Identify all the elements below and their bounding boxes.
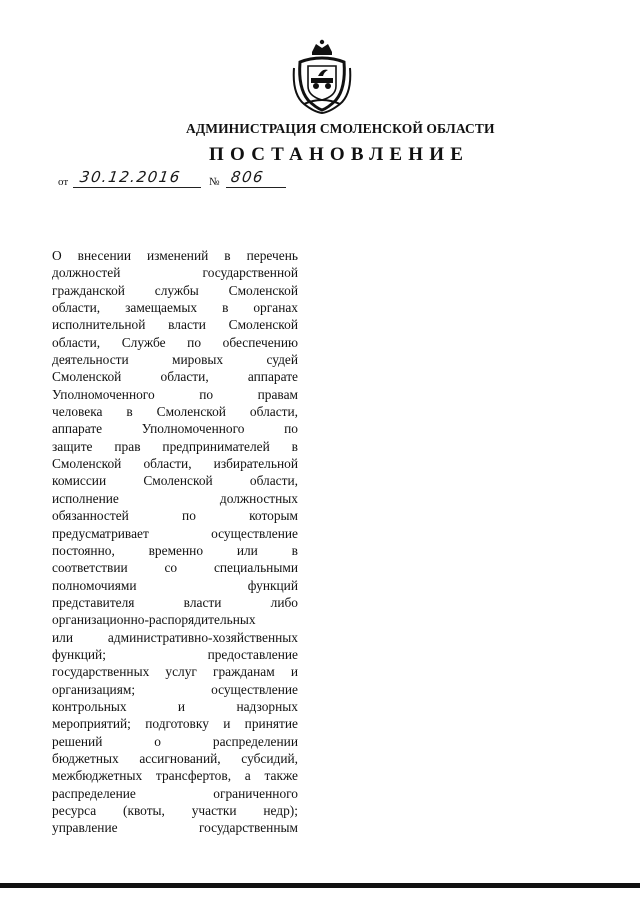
body-line: человека в Смоленской области, [52,404,298,420]
body-line: государственных услуг гражданам и [52,664,298,680]
handwritten-number: 806 [229,168,266,186]
body-line: обязанностей по которым [52,508,298,524]
body-line: Смоленской области, избирательной [52,456,298,472]
date-underline [73,187,201,188]
body-line: гражданской службы Смоленской [52,282,298,298]
body-line: исполнение должностных [52,490,298,506]
body-line: функций; предоставление [52,646,298,662]
body-line: контрольных и надзорных [52,698,298,714]
body-line: межбюджетных трансфертов, а также [52,768,298,784]
body-line: должностей государственной [52,265,298,281]
body-line: организациям; осуществление [52,681,298,697]
number-label: № [209,176,220,188]
body-line: полномочиями функций [52,577,298,593]
body-line: защите прав предпринимателей в [52,438,298,454]
body-line: решений о распределении [52,733,298,749]
date-label: от [58,176,69,188]
body-line: ресурса (квоты, участки недр); [52,803,298,818]
body-line: деятельности мировых судей [52,352,298,368]
smolensk-coat-of-arms-icon [290,38,354,114]
agency-name: АДМИНИСТРАЦИЯ СМОЛЕНСКОЙ ОБЛАСТИ [186,121,495,136]
body-line: постоянно, временно или в [52,542,298,558]
body-line: организационно-распорядительных [52,612,256,628]
body-line: представителя власти либо [52,594,298,610]
body-line: исполнительной власти Смоленской [52,317,298,333]
body-line: или административно-хозяйственных [52,629,298,645]
handwritten-date: 30.12.2016 [78,168,183,186]
page-bottom-rule [0,883,640,888]
body-line: комиссии Смоленской области, [52,473,298,489]
number-underline [226,187,286,188]
body-line: предусматривает осуществление [52,525,298,541]
body-line: области, Службе по обеспечению [52,334,298,350]
document-type: ПОСТАНОВЛЕНИЕ [209,144,470,165]
body-line: Смоленской области, аппарате [52,369,298,385]
date-number-line [58,168,298,192]
body-line: бюджетных ассигнований, субсидий, [52,750,298,766]
body-line: области, замещаемых в органах [52,300,298,316]
body-line: аппарате Уполномоченного по [52,421,298,437]
body-line: соответствии со специальными [52,560,298,576]
body-line: Уполномоченного по правам [52,386,298,402]
body-line: распределение ограниченного [52,785,298,801]
decree-title-text [52,247,298,837]
body-line: мероприятий; подготовку и принятие [52,716,298,732]
body-line: О внесении изменений в перечень [52,248,298,263]
body-line: управление государственным [52,820,298,836]
